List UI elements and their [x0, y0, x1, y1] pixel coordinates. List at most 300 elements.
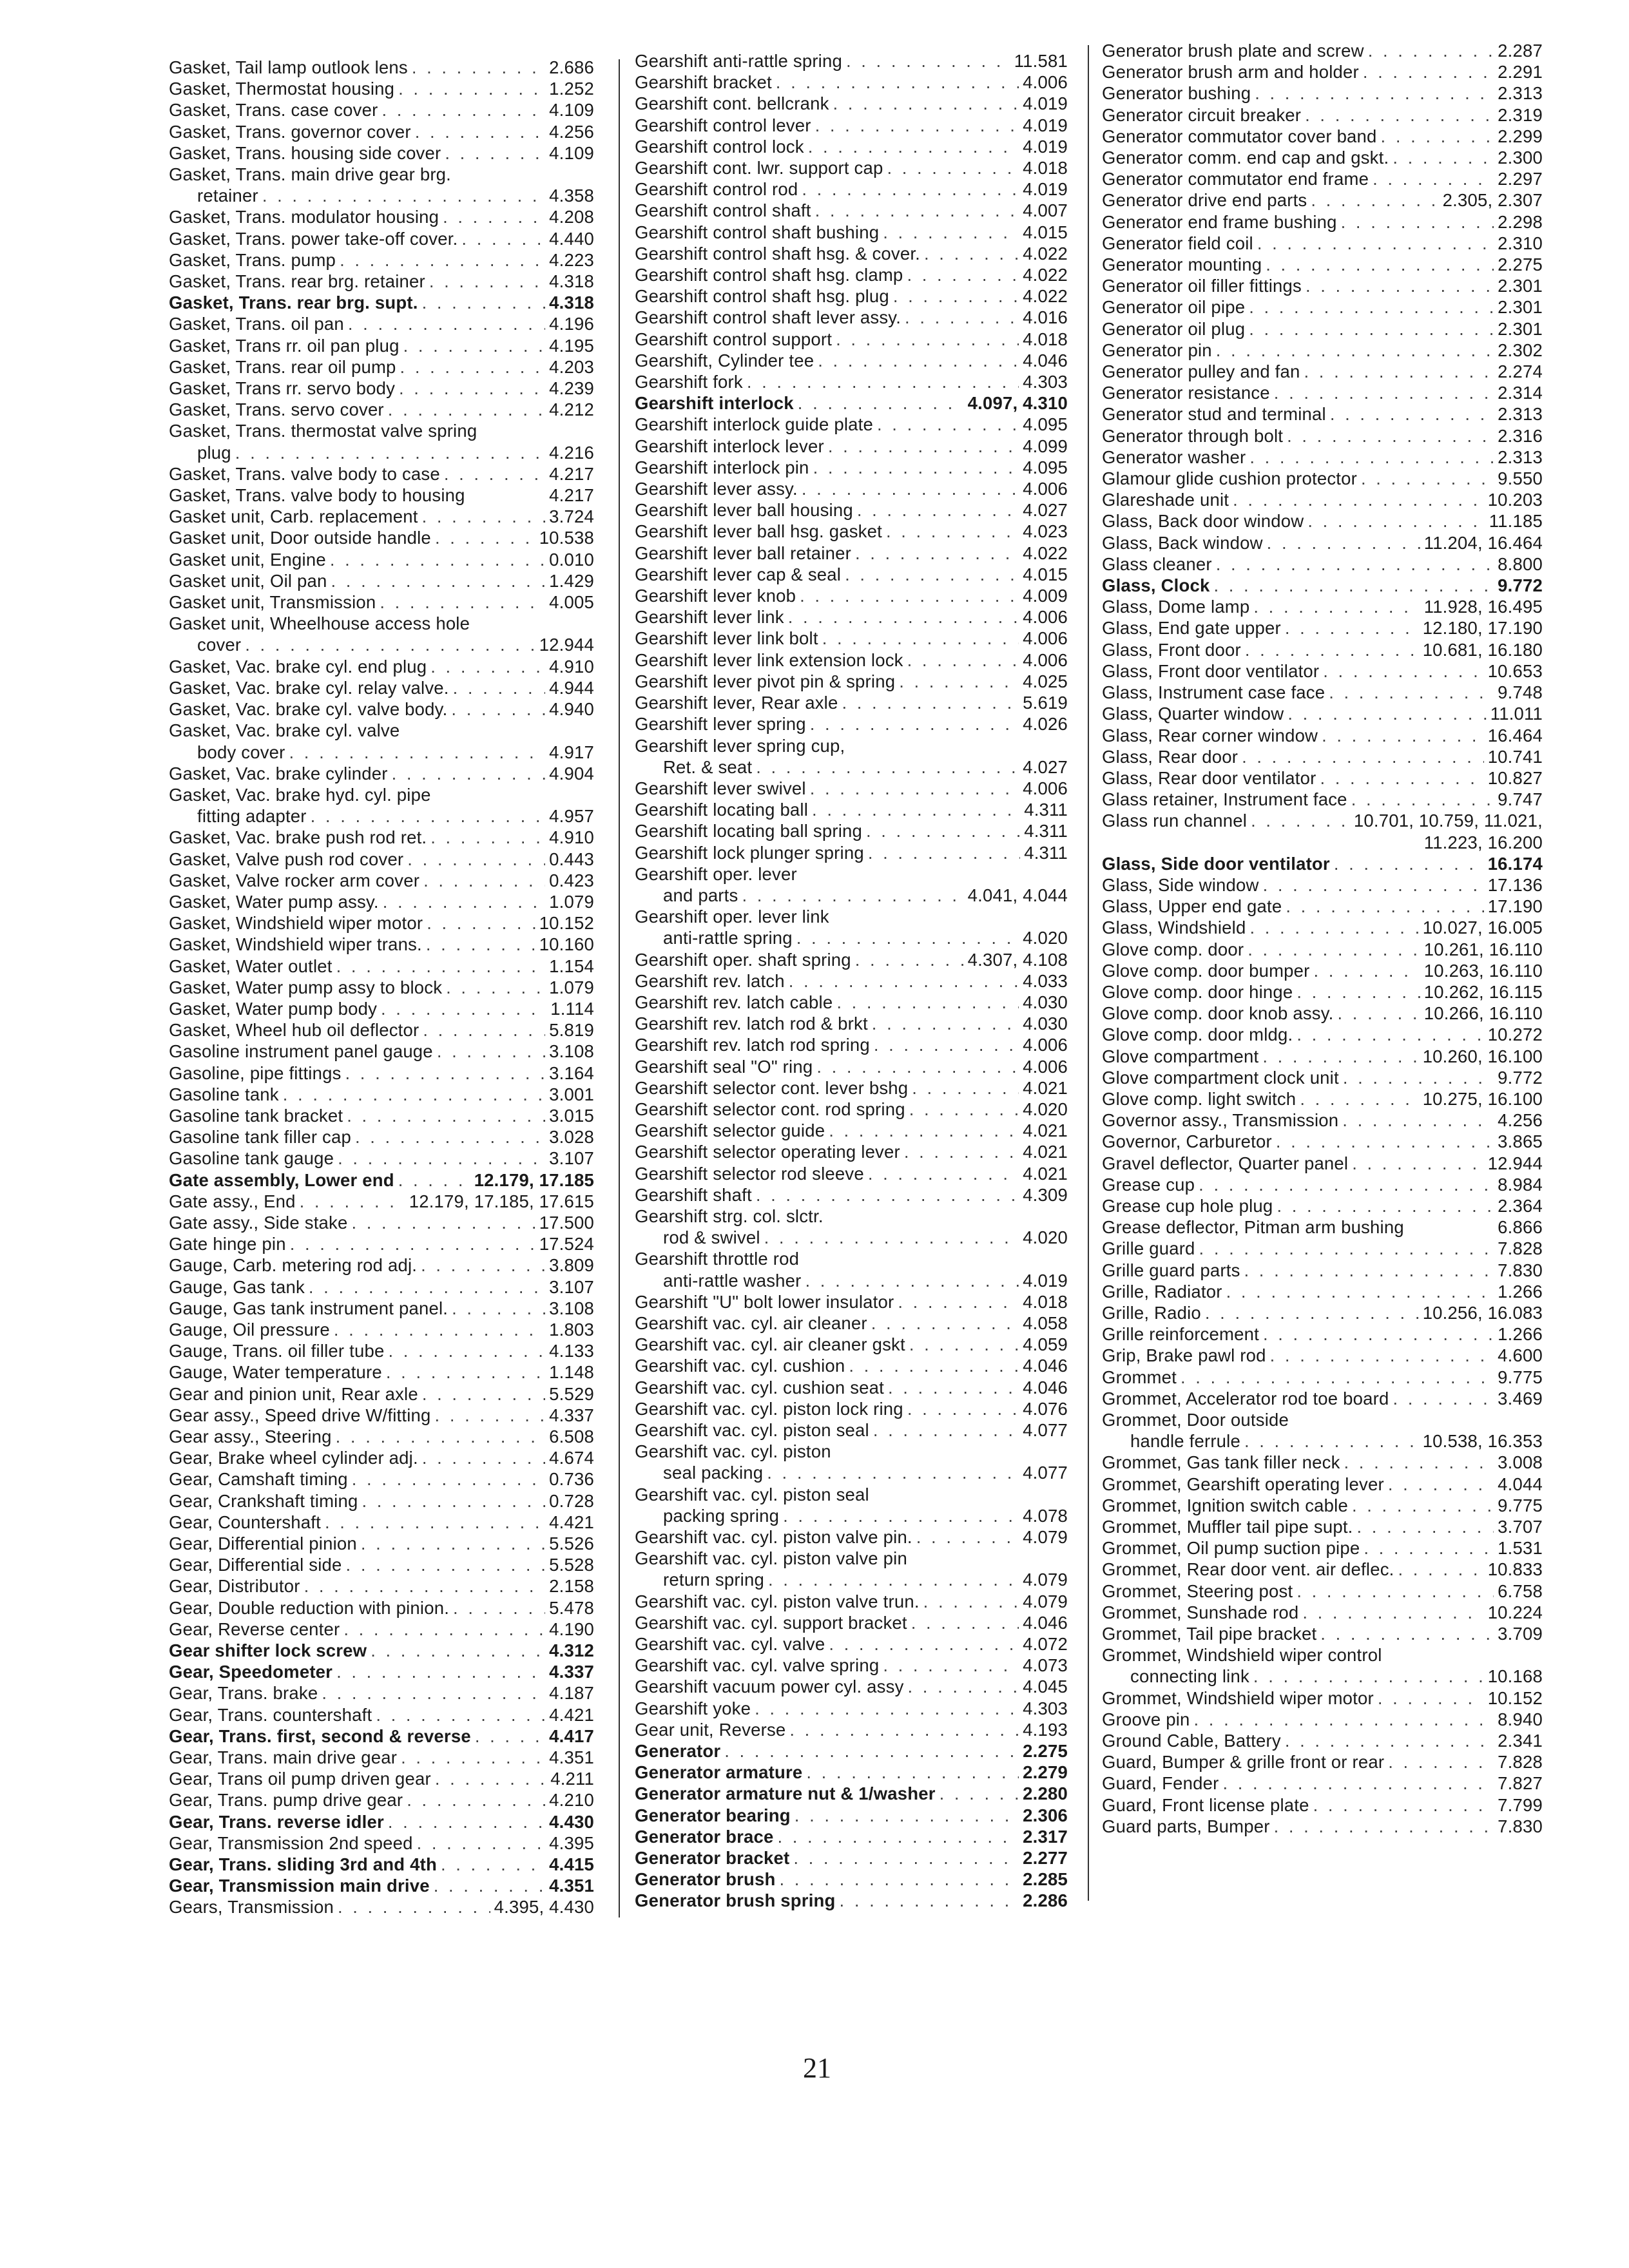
entry-label: Gauge, Oil pressure	[169, 1319, 330, 1340]
entry-reference: 7.799	[1498, 1794, 1543, 1815]
leader-dots	[283, 1084, 545, 1105]
leader-dots	[1296, 1581, 1494, 1602]
entry-reference: 1.154	[549, 956, 594, 976]
entry-label: Generator pulley and fan	[1102, 361, 1300, 382]
entry-label: Gasket, Trans. governor cover	[169, 121, 411, 142]
leader-dots	[1314, 960, 1420, 981]
leader-dots	[1249, 296, 1494, 318]
index-entry	[635, 200, 1068, 221]
index-entry	[635, 1826, 1068, 1847]
entry-reference: 4.046	[1023, 1377, 1068, 1398]
entry-label: Gear, Distributor	[169, 1576, 300, 1597]
leader-dots	[1352, 1495, 1494, 1516]
leader-dots	[1329, 682, 1494, 703]
index-entry	[1102, 1003, 1543, 1024]
index-entry	[1102, 832, 1543, 853]
index-entry	[635, 992, 1068, 1013]
leader-dots	[407, 1789, 545, 1811]
entry-label: Gear, Trans. sliding 3rd and 4th	[169, 1854, 437, 1875]
index-entry	[635, 820, 1068, 841]
leader-dots	[909, 1334, 1019, 1355]
leader-dots	[795, 1805, 1019, 1826]
index-entry	[169, 1340, 594, 1361]
entry-reference: 17.136	[1487, 874, 1543, 895]
entry-reference: 2.285	[1023, 1869, 1068, 1890]
index-entry	[635, 1291, 1068, 1312]
entry-label: return spring	[663, 1570, 764, 1590]
entry-label: Gearshift selector cont. lever bshg	[635, 1077, 909, 1098]
entry-label: Gasket, Vac. brake cyl. end plug	[169, 656, 427, 677]
entry-reference: 9.775	[1498, 1495, 1543, 1515]
index-entry	[1102, 853, 1543, 874]
leader-dots	[1248, 939, 1420, 960]
leader-dots	[1199, 1174, 1494, 1195]
entry-reference: 4.196	[549, 314, 594, 334]
index-entry	[635, 1505, 1068, 1526]
leader-dots	[361, 1533, 545, 1554]
entry-label: Gear, Trans. countershaft	[169, 1704, 372, 1725]
entry-label: Gasket unit, Oil pan	[169, 570, 327, 591]
entry-reference: 1.079	[549, 891, 594, 912]
leader-dots	[304, 1575, 546, 1597]
entry-reference: 2.301	[1498, 276, 1543, 296]
leader-dots	[912, 1077, 1019, 1099]
index-entry	[169, 378, 594, 399]
entry-reference: 11.011	[1490, 704, 1543, 724]
leader-dots	[1364, 1537, 1494, 1559]
leader-dots	[1287, 703, 1486, 724]
entry-label: Gearshift control shaft hsg. & cover.	[635, 243, 921, 264]
entry-label: Gear, Speedometer	[169, 1662, 333, 1682]
entry-reference: 4.019	[1023, 179, 1068, 200]
entry-reference: 4.022	[1023, 243, 1068, 264]
leader-dots	[1199, 1238, 1494, 1259]
entry-reference: 2.313	[1498, 404, 1543, 425]
entry-reference: 4.239	[549, 378, 594, 399]
entry-label: handle ferrule	[1130, 1431, 1240, 1452]
entry-label: Grommet, Oil pump suction pipe	[1102, 1538, 1360, 1559]
index-entry	[1102, 660, 1543, 682]
index-entry	[635, 1655, 1068, 1676]
leader-dots	[793, 1847, 1019, 1869]
index-entry	[169, 1854, 594, 1875]
entry-label: Glove comp. door mldg.	[1102, 1024, 1293, 1045]
index-entry	[1102, 1666, 1543, 1687]
leader-dots	[1304, 361, 1494, 382]
entry-reference: 3.107	[549, 1276, 594, 1297]
index-entry	[169, 1789, 594, 1811]
entry-label: Gauge, Carb. metering rod adj.	[169, 1255, 418, 1276]
index-entry	[635, 1740, 1068, 1762]
entry-reference: 2.277	[1023, 1848, 1068, 1869]
entry-label: Gear shifter lock screw	[169, 1640, 367, 1661]
leader-dots	[1313, 1794, 1494, 1816]
entry-label: Governor assy., Transmission	[1102, 1110, 1339, 1131]
leader-dots	[924, 243, 1019, 264]
index-entry	[169, 1811, 594, 1832]
entry-label: Generator brush	[635, 1869, 776, 1890]
leader-dots	[371, 1640, 545, 1661]
entry-reference: 17.524	[539, 1234, 594, 1254]
entry-label: Generator resistance	[1102, 383, 1270, 403]
leader-dots	[1357, 1516, 1494, 1537]
entry-label: Ret. & seat	[663, 756, 753, 777]
index-entry	[635, 1419, 1068, 1441]
leader-dots	[846, 50, 1010, 72]
index-entry	[169, 1597, 594, 1619]
entry-reference: 4.044	[1498, 1474, 1543, 1494]
leader-dots	[422, 506, 546, 527]
index-entry	[169, 1062, 594, 1084]
leader-dots	[724, 1740, 1019, 1762]
index-entry	[169, 1747, 594, 1768]
leader-dots	[1323, 660, 1483, 682]
index-entry	[169, 977, 594, 998]
index-entry	[635, 1355, 1068, 1376]
index-entry	[169, 1554, 594, 1575]
index-entry	[1102, 510, 1543, 532]
index-entry	[635, 371, 1068, 392]
entry-reference: 4.021	[1023, 1120, 1068, 1141]
entry-reference: 10.681, 16.180	[1422, 639, 1543, 660]
leader-dots	[905, 307, 1019, 328]
entry-label: Gasket, Trans. oil pan	[169, 314, 344, 334]
index-entry	[169, 1619, 594, 1640]
leader-dots	[1249, 318, 1494, 340]
entry-label: Generator commutator end frame	[1102, 169, 1369, 189]
index-entry	[635, 499, 1068, 521]
entry-label: Gearshift anti-rattle spring	[635, 51, 842, 71]
index-entry	[169, 271, 594, 292]
entry-reference: 4.095	[1023, 414, 1068, 435]
leader-dots	[1322, 725, 1484, 746]
entry-label: Gasket unit, Wheelhouse access hole	[169, 613, 470, 634]
entry-reference: 16.464	[1487, 725, 1543, 745]
entry-label: Generator oil plug	[1102, 318, 1246, 339]
entry-reference: 4.019	[1023, 115, 1068, 135]
leader-dots	[756, 1184, 1019, 1206]
entry-reference: 4.211	[550, 1769, 594, 1789]
entry-reference: 4.030	[1023, 992, 1068, 1012]
index-entry	[635, 735, 1068, 756]
entry-reference: 4.027	[1023, 756, 1068, 777]
entry-label: Gearshift rev. latch	[635, 970, 785, 991]
leader-dots	[911, 1612, 1019, 1633]
entry-reference: 2.686	[549, 57, 594, 77]
entry-label: Gasket, Vac. brake cyl. relay valve.	[169, 677, 449, 698]
index-entry	[635, 329, 1068, 350]
entry-label: Gearshift control shaft bushing	[635, 222, 880, 242]
entry-label: Gearshift oper. lever link	[635, 907, 829, 927]
leader-dots	[899, 671, 1019, 692]
entry-reference: 2.274	[1498, 361, 1543, 382]
entry-label: Gasket, Trans. housing side cover	[169, 142, 441, 163]
entry-reference: 4.021	[1023, 1163, 1068, 1184]
entry-reference: 7.828	[1498, 1752, 1543, 1773]
entry-reference: 2.298	[1498, 211, 1543, 232]
entry-reference: 4.046	[1023, 350, 1068, 370]
entry-reference: 1.803	[549, 1319, 594, 1340]
leader-dots	[1300, 1088, 1418, 1110]
index-entry	[169, 206, 594, 227]
leader-dots	[1393, 1388, 1494, 1409]
entry-label: rod & swivel	[663, 1227, 760, 1248]
leader-dots	[399, 378, 545, 399]
leader-dots	[1274, 1816, 1494, 1837]
entry-label: Grease deflector, Pitman arm bushing	[1102, 1217, 1404, 1238]
leader-dots	[343, 1619, 545, 1640]
leader-dots	[1213, 575, 1494, 596]
entry-reference: 0.736	[549, 1469, 594, 1490]
leader-dots	[1266, 254, 1494, 275]
leader-dots	[813, 457, 1019, 478]
index-entry	[1102, 61, 1543, 82]
entry-label: Gear, Trans. first, second & reverse	[169, 1725, 471, 1746]
leader-dots	[262, 185, 545, 206]
entry-reference: 1.429	[549, 570, 594, 591]
index-entry	[169, 1640, 594, 1661]
entry-label: Gasket, Vac. brake push rod ret.	[169, 827, 427, 848]
index-entry	[1102, 917, 1543, 938]
entry-reference: 4.027	[1023, 500, 1068, 521]
entry-label: Grip, Brake pawl rod	[1102, 1345, 1266, 1366]
leader-dots	[908, 1676, 1019, 1697]
index-entry	[1102, 981, 1543, 1003]
entry-reference: 4.095	[1023, 457, 1068, 477]
entry-label: Gasoline tank bracket	[169, 1105, 343, 1126]
index-entry	[635, 285, 1068, 307]
leader-dots	[873, 1419, 1019, 1441]
index-entry	[1102, 1323, 1543, 1345]
entry-label: Gasket, Trans rr. servo body	[169, 378, 396, 399]
entry-reference: 4.025	[1023, 671, 1068, 691]
leader-dots	[1342, 1110, 1494, 1131]
leader-dots	[435, 527, 535, 548]
leader-dots	[1205, 1302, 1419, 1323]
index-entry	[1102, 1388, 1543, 1409]
entry-reference: 2.302	[1498, 340, 1543, 360]
index-entry	[1102, 82, 1543, 104]
entry-reference: 1.531	[1498, 1538, 1543, 1559]
entry-reference: 2.364	[1498, 1195, 1543, 1216]
leader-dots	[300, 1191, 405, 1212]
entry-label: Gearshift strg. col. slctr.	[635, 1206, 824, 1226]
entry-label: Generator bushing	[1102, 83, 1251, 104]
leader-dots	[1334, 853, 1484, 874]
entry-label: Grille guard	[1102, 1238, 1195, 1259]
entry-reference: 8.800	[1498, 553, 1543, 574]
entry-reference: 4.030	[1023, 1014, 1068, 1034]
leader-dots	[877, 414, 1019, 435]
entry-label: Gearshift control rod	[635, 179, 798, 200]
entry-reference: 3.164	[549, 1062, 594, 1083]
index-entry	[635, 350, 1068, 371]
leader-dots	[783, 1505, 1019, 1526]
entry-label: Glass, Front door ventilator	[1102, 660, 1320, 681]
index-entry	[1102, 403, 1543, 425]
index-entry	[169, 849, 594, 870]
entry-reference: 4.018	[1023, 329, 1068, 349]
entry-reference: 4.193	[1023, 1719, 1068, 1740]
entry-label: Gearshift selector cont. rod spring	[635, 1099, 905, 1119]
entry-reference: 2.299	[1498, 126, 1543, 146]
index-entry	[169, 1468, 594, 1490]
index-entry	[635, 1698, 1068, 1719]
index-entry	[1102, 725, 1543, 746]
entry-reference: 4.015	[1023, 564, 1068, 584]
entry-reference: 11.204, 16.464	[1423, 532, 1543, 553]
entry-reference: 3.001	[549, 1084, 594, 1104]
entry-label: Gearshift vac. cyl. cushion seat	[635, 1377, 884, 1398]
index-entry	[1102, 147, 1543, 168]
entry-reference: 4.318	[549, 271, 594, 292]
entry-label: anti-rattle washer	[663, 1270, 802, 1291]
entry-reference: 6.866	[1498, 1217, 1543, 1238]
entry-reference: 10.538, 16.353	[1422, 1431, 1543, 1452]
entry-reference: 2.314	[1498, 383, 1543, 403]
entry-label: Gearshift selector operating lever	[635, 1142, 900, 1162]
entry-reference: 4.216	[549, 442, 594, 463]
leader-dots	[1249, 447, 1494, 468]
entry-reference: 3.469	[1498, 1388, 1543, 1408]
index-entry	[635, 1334, 1068, 1355]
entry-reference: 4.019	[1023, 93, 1068, 114]
index-entry	[169, 142, 594, 164]
index-entry	[1102, 1452, 1543, 1473]
entry-reference: 10.027, 16.005	[1422, 918, 1543, 938]
index-entry	[1102, 104, 1543, 126]
entry-label: Generator armature nut & 1/washer	[635, 1783, 936, 1804]
index-entry	[1102, 382, 1543, 403]
entry-label: Grille guard parts	[1102, 1260, 1240, 1280]
leader-dots	[806, 1762, 1019, 1783]
entry-label: Gear unit, Reverse	[635, 1719, 786, 1740]
entry-label: Gearshift oper. shaft spring	[635, 949, 851, 970]
entry-label: Glass cleaner	[1102, 553, 1212, 574]
entry-label: Grommet, Sunshade rod	[1102, 1602, 1299, 1622]
index-entry	[1102, 1024, 1543, 1045]
entry-label: Gearshift control shaft hsg. plug	[635, 286, 889, 307]
leader-dots	[407, 849, 545, 870]
leader-dots	[815, 200, 1019, 221]
leader-dots	[868, 1163, 1019, 1184]
entry-label: packing spring	[663, 1505, 780, 1526]
entry-label: Generator field coil	[1102, 233, 1253, 253]
entry-reference: 2.301	[1498, 318, 1543, 339]
index-entry	[169, 1768, 594, 1789]
leader-dots	[437, 1041, 545, 1062]
entry-label: Glass, Side window	[1102, 874, 1259, 895]
index-entry	[635, 1484, 1068, 1505]
entry-reference: 2.291	[1498, 62, 1543, 82]
leader-dots	[940, 1783, 1019, 1804]
index-entry	[1102, 1174, 1543, 1195]
leader-dots	[789, 1719, 1019, 1740]
entry-label: Gear and pinion unit, Rear axle	[169, 1383, 418, 1404]
entry-reference: 10.833	[1487, 1559, 1543, 1580]
leader-dots	[883, 1655, 1019, 1676]
index-entry	[635, 1591, 1068, 1612]
entry-reference: 4.309	[1023, 1184, 1068, 1205]
entry-label: Generator bearing	[635, 1805, 791, 1825]
index-entry	[1102, 1067, 1543, 1088]
index-entry	[169, 1682, 594, 1704]
entry-label: Gearshift shaft	[635, 1184, 752, 1205]
entry-reference: 4.006	[1023, 1035, 1068, 1055]
index-entry	[1102, 1302, 1543, 1323]
leader-dots	[376, 1704, 545, 1725]
entry-label: Gravel deflector, Quarter panel	[1102, 1153, 1349, 1173]
index-entry	[169, 1383, 594, 1405]
leader-dots	[833, 93, 1019, 114]
entry-reference: 4.944	[549, 677, 594, 698]
leader-dots	[1222, 1773, 1494, 1794]
leader-dots	[422, 292, 546, 313]
entry-label: Gasket, Trans. valve body to case	[169, 463, 440, 484]
entry-reference: 4.311	[1024, 821, 1068, 841]
entry-reference: 11.581	[1014, 51, 1068, 71]
leader-dots	[904, 1141, 1019, 1162]
leader-dots	[453, 1597, 545, 1619]
entry-label: Gearshift interlock lever	[635, 436, 824, 456]
entry-label: Gearshift vac. cyl. piston	[635, 1441, 831, 1462]
entry-label: Gear, Reverse center	[169, 1619, 340, 1639]
index-entry	[1102, 233, 1543, 254]
entry-reference: 2.300	[1498, 148, 1543, 168]
entry-reference: 1.079	[549, 977, 594, 997]
index-entry	[169, 1019, 594, 1041]
index-entry	[635, 543, 1068, 564]
entry-label: Gearshift control support	[635, 329, 833, 349]
entry-label: Gearshift oper. lever	[635, 863, 797, 884]
index-entry	[635, 72, 1068, 93]
entry-reference: 4.022	[1023, 265, 1068, 285]
entry-label: Grommet, Rear door vent. air deflec.	[1102, 1559, 1394, 1580]
index-entry	[635, 1719, 1068, 1740]
leader-dots	[336, 956, 546, 977]
entry-label: Gearshift bracket	[635, 72, 772, 93]
entry-label: Generator brace	[635, 1826, 774, 1847]
entry-label: Gasket, Vac. brake hyd. cyl. pipe	[169, 784, 431, 805]
leader-dots	[386, 1361, 545, 1383]
index-entry	[1102, 468, 1543, 489]
entry-reference: 4.021	[1023, 1142, 1068, 1162]
entry-label: Grommet	[1102, 1367, 1177, 1387]
index-entry	[169, 463, 594, 485]
entry-label: Gearshift locating ball	[635, 800, 809, 820]
leader-dots	[412, 57, 545, 78]
index-entry	[169, 1832, 594, 1854]
entry-label: Gearshift vac. cyl. cushion	[635, 1356, 845, 1376]
index-entry	[635, 307, 1068, 328]
entry-reference: 1.252	[549, 79, 594, 99]
leader-dots	[907, 1398, 1019, 1419]
leader-dots	[289, 742, 546, 763]
entry-reference: 4.212	[549, 399, 594, 420]
entry-reference: 4.072	[1023, 1634, 1068, 1655]
index-entry	[635, 1034, 1068, 1055]
entry-reference: 4.015	[1023, 222, 1068, 242]
entry-label: Gearshift cont. lwr. support cap	[635, 158, 883, 178]
index-entry	[169, 228, 594, 249]
entry-label: Gearshift fork	[635, 372, 743, 392]
entry-reference: 4.079	[1023, 1591, 1068, 1611]
entry-reference: 4.023	[1023, 521, 1068, 542]
entry-label: Gear, Trans. pump drive gear	[169, 1790, 403, 1811]
entry-reference: 2.341	[1498, 1731, 1543, 1751]
index-entry	[635, 756, 1068, 778]
entry-reference: 12.180, 17.190	[1422, 618, 1543, 639]
